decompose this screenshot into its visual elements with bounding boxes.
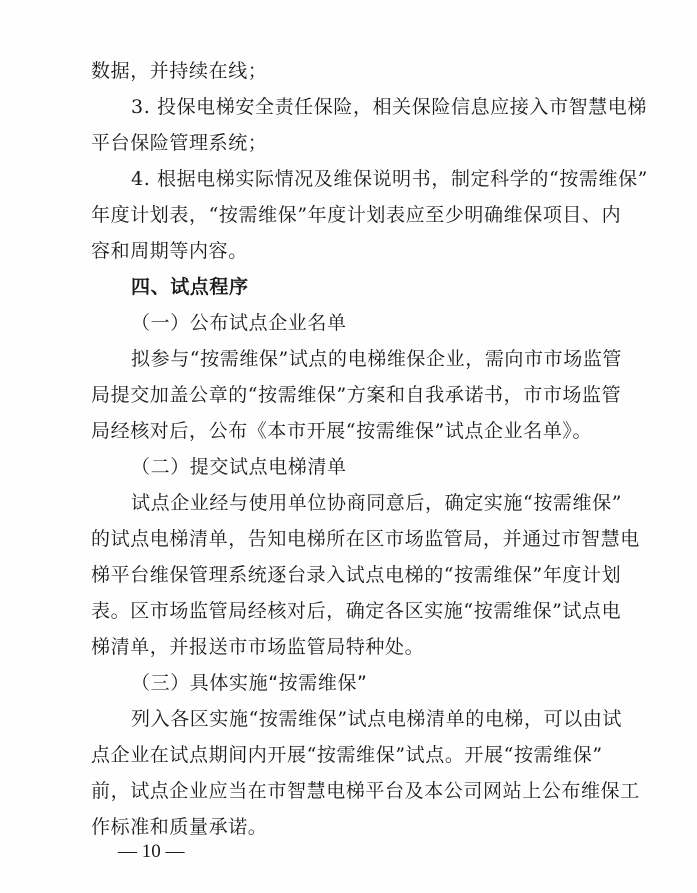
body-text-line: 拟参与“按需维保”试点的电梯维保企业，需向市市场监管 [131, 348, 623, 370]
body-text-line: 局经核对后，公布《本市开展“按需维保”试点企业名单》。 [91, 420, 593, 442]
body-text-line: 3. 投保电梯安全责任保险，相关保险信息应接入市智慧电梯 [131, 96, 647, 118]
subsection-heading: （二）提交试点电梯清单 [131, 456, 347, 478]
body-text-line: 前，试点企业应当在市智慧电梯平台及本公司网站上公布维保工 [91, 780, 640, 802]
body-text-line: 作标准和质量承诺。 [91, 816, 268, 838]
subsection-heading: （三）具体实施“按需维保” [131, 672, 368, 694]
section-heading: 四、试点程序 [131, 276, 249, 298]
body-text-line: 数据，并持续在线； [91, 60, 268, 82]
body-text-line: 的试点电梯清单，告知电梯所在区市场监管局，并通过市智慧电 [91, 528, 640, 550]
body-text-line: 4. 根据电梯实际情况及维保说明书，制定科学的“按需维保” [131, 168, 648, 190]
body-text-line: 梯平台维保管理系统逐台录入试点电梯的“按需维保”年度计划 [91, 564, 622, 586]
body-text-line: 表。区市场监管局经核对后，确定各区实施“按需维保”试点电 [91, 600, 622, 622]
body-text-line: 试点企业经与使用单位协商同意后，确定实施“按需维保” [131, 492, 623, 514]
body-text-line: 容和周期等内容。 [91, 240, 248, 262]
body-text-line: 局提交加盖公章的“按需维保”方案和自我承诺书，市市场监管 [91, 384, 622, 406]
body-text-line: 点企业在试点期间内开展“按需维保”试点。开展“按需维保” [91, 744, 603, 766]
body-text-line: 列入各区实施“按需维保”试点电梯清单的电梯，可以由试 [131, 708, 623, 730]
page-number: — 10 — [118, 841, 185, 862]
body-text-line: 梯清单，并报送市市场监管局特种处。 [91, 636, 425, 658]
body-text-line: 年度计划表，“按需维保”年度计划表应至少明确维保项目、内 [91, 204, 622, 226]
subsection-heading: （一）公布试点企业名单 [131, 312, 347, 334]
body-text-line: 平台保险管理系统； [91, 132, 268, 154]
